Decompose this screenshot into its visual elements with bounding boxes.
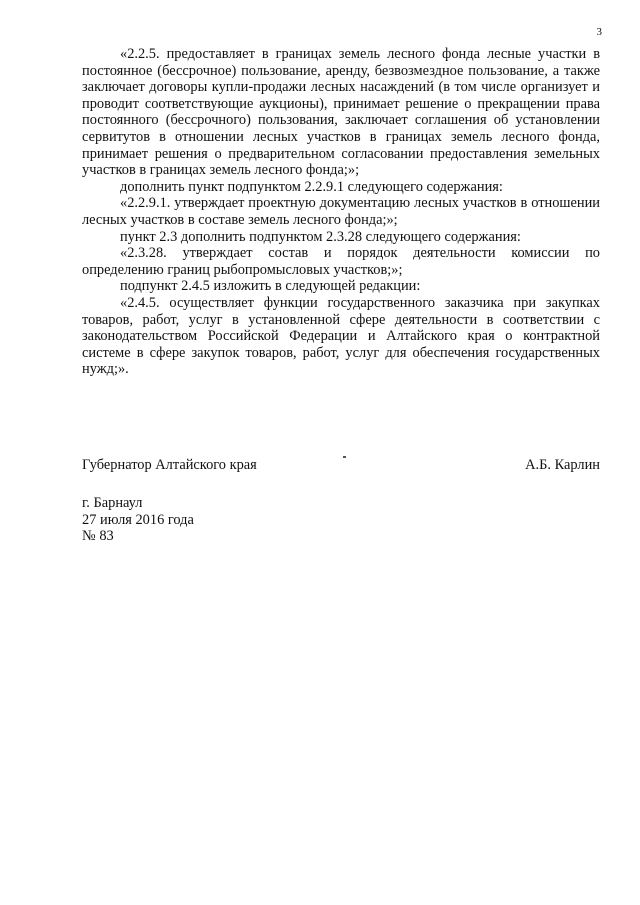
signatory-name: А.Б. Карлин bbox=[525, 457, 600, 473]
page-number: 3 bbox=[596, 26, 602, 38]
paragraph-instruction-2-2-9-1: дополнить пункт подпунктом 2.2.9.1 следующего содержания: bbox=[120, 178, 503, 195]
signatory-position: Губернатор Алтайского края bbox=[82, 457, 257, 473]
paragraph-2-3-28: «2.3.28. утверждает состав и порядок деятельности комиссии по определению границ рыбопромысловых участков;»; bbox=[82, 245, 600, 278]
paragraph-instruction-2-4-5: подпункт 2.4.5 изложить в следующей редакции: bbox=[120, 278, 421, 295]
place-date-block bbox=[82, 495, 194, 545]
place: г. Барнаул bbox=[82, 495, 143, 511]
paragraph-2-2-5: «2.2.5. предоставляет в границах земель лесного фонда лесные участки в постоянное (бессрочное) пользование, аренду, безвозмездное пользование, а также заключает договоры купли-продажи лесных насаждений (в том числе организует и проводит соответствующие аукционы), принимает решение о прекращении права постоянного (бессрочного) пользования, заключает соглашения об установлении сервитутов в отношении лесных участков в границах земель лесного фонда, принимает решения о предварительном согласовании предоставления земельных участков в границах земель лесного фонда;»; bbox=[82, 46, 600, 179]
date: 27 июля 2016 года bbox=[82, 511, 194, 528]
paragraph-2-2-9-1: «2.2.9.1. утверждает проектную документацию лесных участков в отношении лесных участков в составе земель лесного фонда;»; bbox=[82, 195, 600, 228]
document-body bbox=[82, 46, 600, 378]
document-number: № 83 bbox=[82, 528, 114, 545]
paragraph-instruction-2-3-28: пункт 2.3 дополнить подпунктом 2.3.28 следующего содержания: bbox=[120, 228, 521, 245]
signature-block bbox=[82, 457, 600, 474]
paragraph-2-4-5: «2.4.5. осуществляет функции государственного заказчика при закупках товаров, работ, услуг в установленной сфере деятельности в соответствии с законодательством Российской Федерации и Алтайского края о контрактной системе в сфере закупок товаров, работ, услуг для обеспечения государственных нужд;». bbox=[82, 294, 600, 378]
